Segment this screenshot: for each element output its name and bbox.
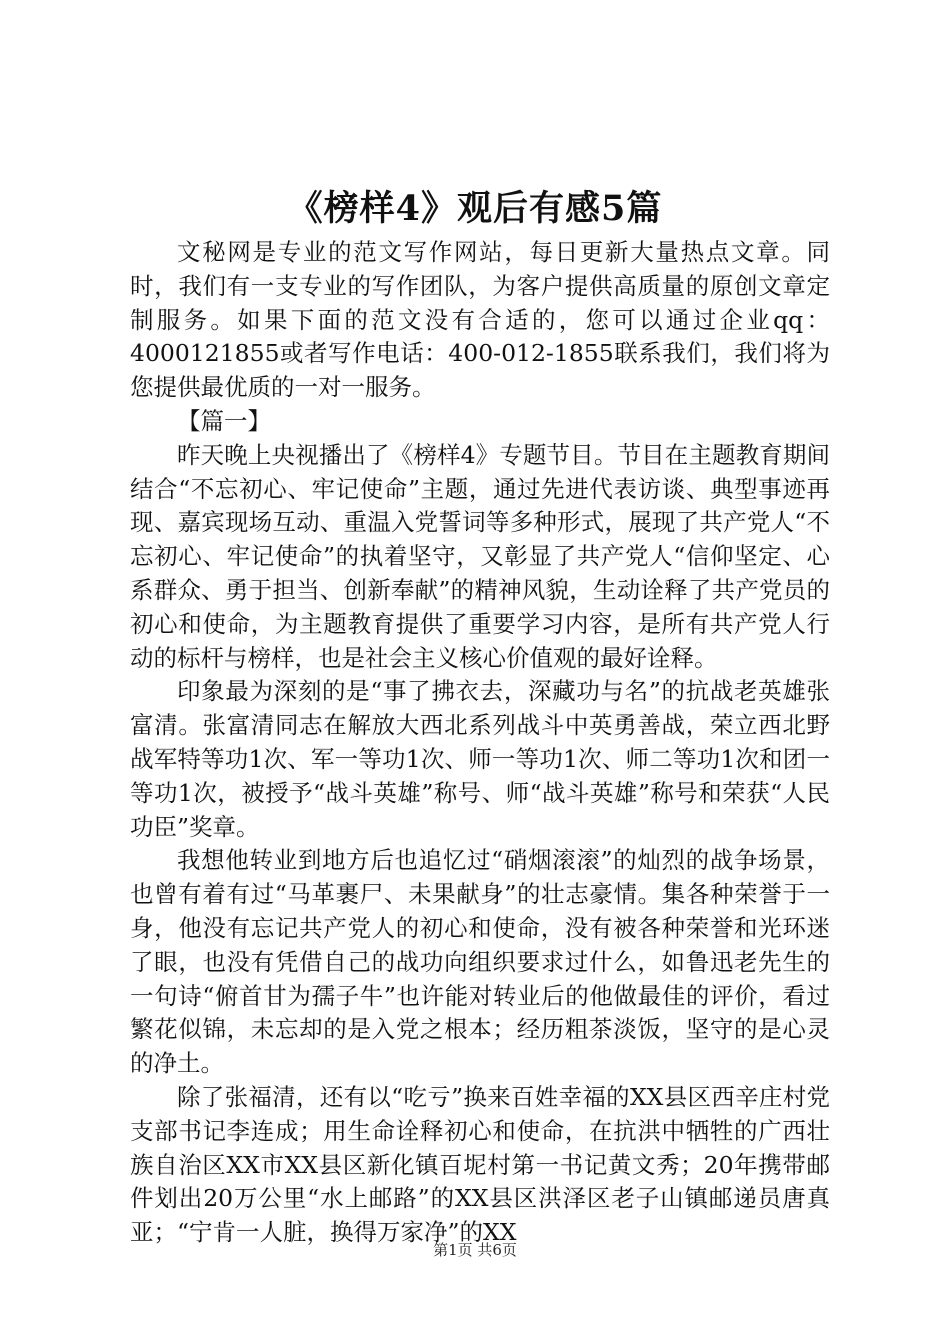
- section-heading: 【篇一】: [177, 406, 271, 435]
- document-body: [130, 236, 830, 1250]
- intro-paragraph: 文秘网是专业的范文写作网站，每日更新大量热点文章。同时，我们有一支专业的写作团队，为客户提供高质量的原创文章定制服务。如果下面的范文没有合适的，您可以通过企业qq：4000121855或者写作电话：400-012-1855联系我们，我们将为您提供最优质的一对一服务。: [130, 238, 830, 402]
- body-paragraph: 印象最为深刻的是“事了拂衣去，深藏功与名”的抗战老英雄张富清。张富清同志在解放大西北系列战斗中英勇善战，荣立西北野战军特等功1次、军一等功1次、师一等功1次、师二等功1次和团一等功1次，被授予“战斗英雄”称号、师“战斗英雄”称号和荣获“人民功臣”奖章。: [130, 677, 830, 841]
- body-paragraph: 除了张福清，还有以“吃亏”换来百姓幸福的XX县区西辛庄村党支部书记李连成；用生命诠释初心和使命，在抗洪中牺牲的广西壮族自治区XX市XX县区新化镇百坭村第一书记黄文秀；20年携带邮件划出20万公里“水上邮路”的XX县区洪泽区老子山镇邮递员唐真亚；“宁肯一人脏，换得万家净”的XX: [130, 1082, 830, 1247]
- document-title: 《榜样4》观后有感5篇: [287, 188, 663, 229]
- body-paragraph: 昨天晚上央视播出了《榜样4》专题节目。节目在主题教育期间结合“不忘初心、牢记使命”主题，通过先进代表访谈、典型事迹再现、嘉宾现场互动、重温入党誓词等多种形式，展现了共产党人“不忘初心、牢记使命”的执着坚守，又彰显了共产党人“信仰坚定、心系群众、勇于担当、创新奉献”的精神风貌，生动诠释了共产党员的初心和使命，为主题教育提供了重要学习内容，是所有共产党人行动的标杆与榜样，也是社会主义核心价值观的最好诠释。: [130, 440, 830, 672]
- page-footer: 第1页 共6页: [433, 1241, 517, 1259]
- body-paragraph: 我想他转业到地方后也追忆过“硝烟滚滚”的灿烈的战争场景，也曾有着有过“马革裹尸、未果献身”的壮志豪情。集各种荣誉于一身，他没有忘记共产党人的初心和使命，没有被各种荣誉和光环迷了眼，也没有凭借自己的战功向组织要求过什么，如鲁迅老先生的一句诗“俯首甘为孺子牛”也许能对转业后的他做最佳的评价，看过繁花似锦，未忘却的是入党之根本；经历粗茶淡饭，坚守的是心灵的净土。: [130, 846, 830, 1078]
